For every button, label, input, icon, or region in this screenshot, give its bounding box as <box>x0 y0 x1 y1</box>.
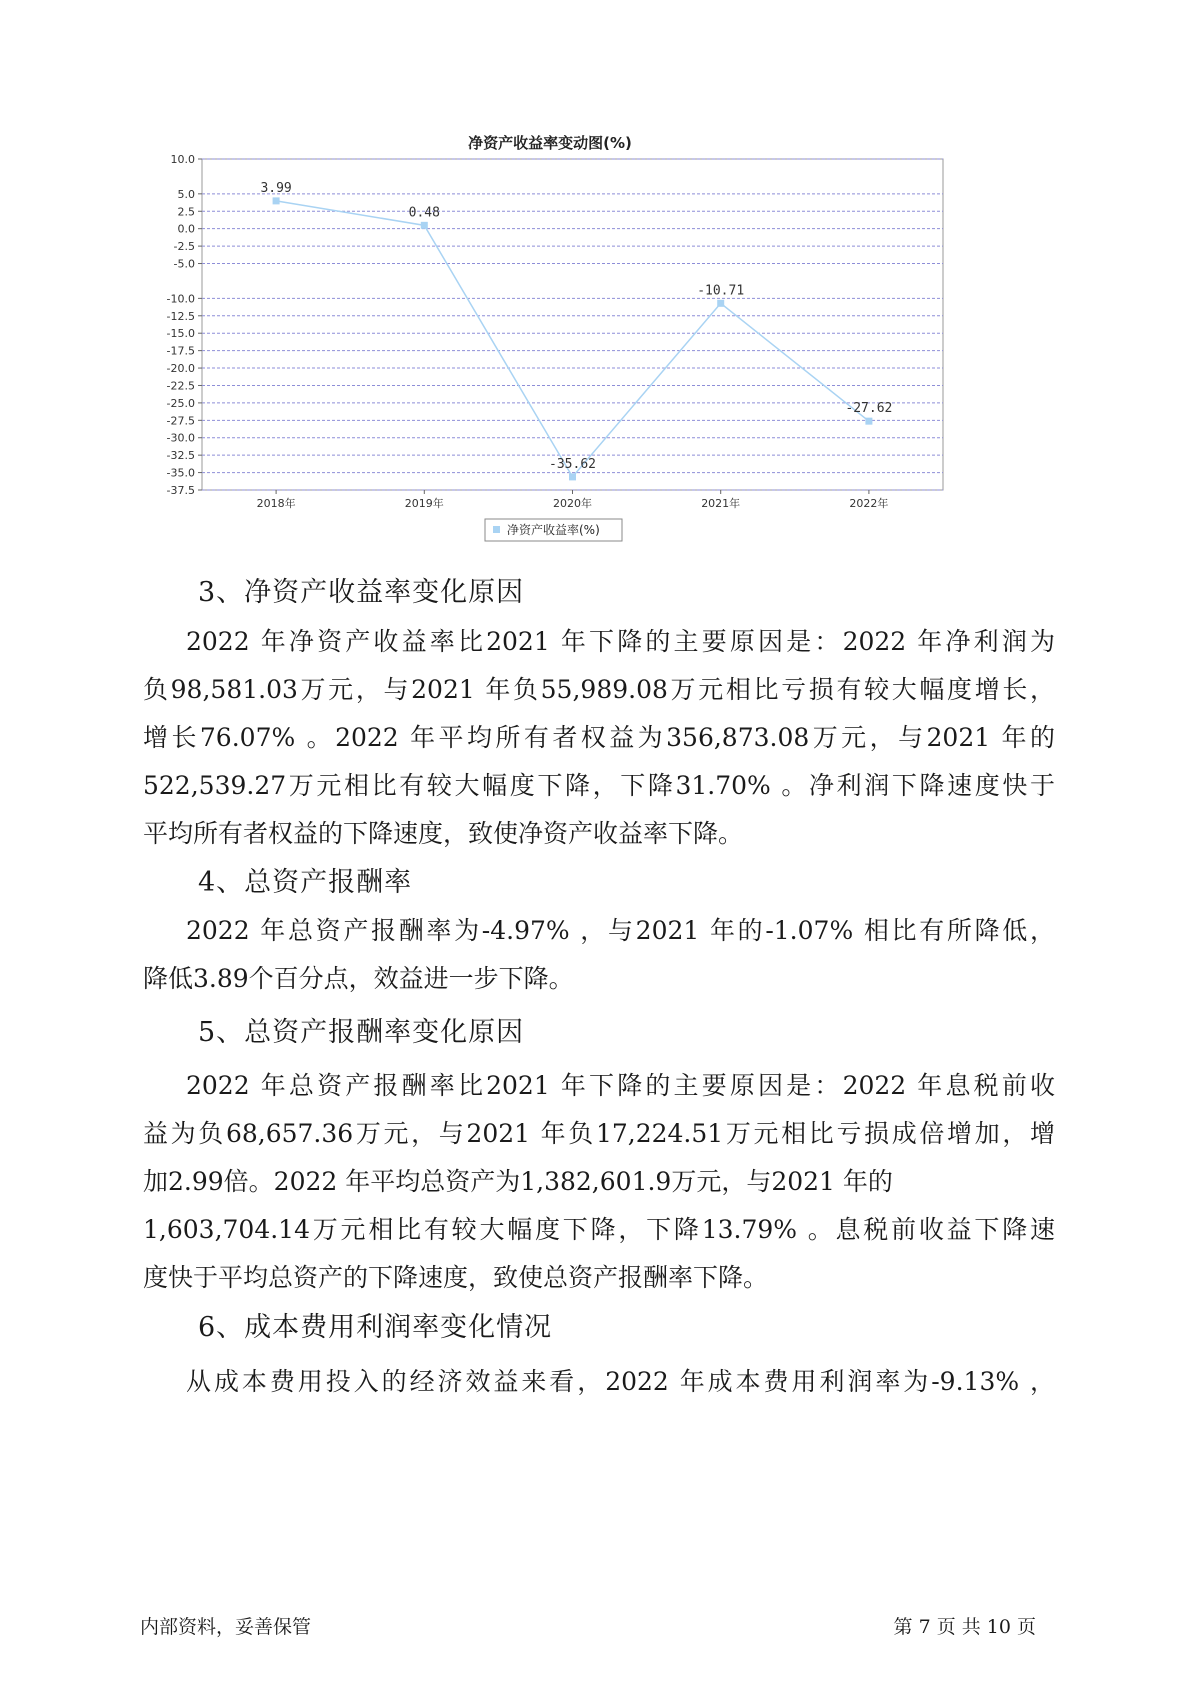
paragraph-line: 从成本费用投入的经济效益来看，2022 年成本费用利润率为-9.13% ， <box>186 1367 1055 1396</box>
data-point <box>569 473 576 480</box>
y-tick-label: -2.5 <box>173 240 195 254</box>
roe-chart <box>140 130 1040 600</box>
x-tick-label: 2021年 <box>701 497 741 510</box>
section-paragraph-5 <box>143 1062 1055 1302</box>
y-tick-label: -15.0 <box>166 327 195 341</box>
section-paragraph-3 <box>143 618 1055 858</box>
data-label: -10.71 <box>697 283 745 299</box>
paragraph-line: 增长76.07% 。2022 年平均所有者权益为356,873.08万元，与2021 年的 <box>143 723 1055 752</box>
paragraph-line: 1,603,704.14万元相比有较大幅度下降，下降13.79% 。息税前收益下降速 <box>143 1215 1055 1244</box>
y-tick-label: 5.0 <box>177 187 195 201</box>
section-paragraph-4 <box>143 907 1055 1003</box>
paragraph-line: 2022 年总资产报酬率为-4.97% ，与2021 年的-1.07% 相比有所降低， <box>186 916 1055 945</box>
data-point <box>717 300 724 307</box>
y-tick-label: -12.5 <box>166 309 195 323</box>
paragraph-line: 2022 年总资产报酬率比2021 年下降的主要原因是：2022 年息税前收 <box>186 1071 1055 1100</box>
paragraph-line: 加2.99倍。2022 年平均总资产为1,382,601.9万元，与2021 年的 <box>143 1167 893 1196</box>
x-tick-label: 2019年 <box>404 497 444 510</box>
y-tick-label: -30.0 <box>166 431 195 445</box>
paragraph-line: 522,539.27万元相比有较大幅度下降，下降31.70% 。净利润下降速度快于 <box>143 771 1055 800</box>
data-point <box>865 418 872 425</box>
section-heading-4: 4、总资产报酬率 <box>198 867 413 898</box>
plot-area <box>202 159 943 490</box>
y-tick-label: 2.5 <box>177 205 195 219</box>
data-label: 3.99 <box>260 180 292 196</box>
y-tick-label: -35.0 <box>166 466 195 480</box>
paragraph-line: 2022 年净资产收益率比2021 年下降的主要原因是：2022 年净利润为 <box>186 627 1055 656</box>
y-axis-ticks <box>167 153 202 497</box>
section-heading-3: 3、净资产收益率变化原因 <box>198 577 525 608</box>
x-tick-label: 2018年 <box>256 497 296 510</box>
legend-marker <box>493 526 500 533</box>
x-tick-label: 2022年 <box>849 497 889 510</box>
paragraph-line: 降低3.89个百分点，效益进一步下降。 <box>143 964 574 993</box>
paragraph-line: 负98,581.03万元，与2021 年负55,989.08万元相比亏损有较大幅度增长， <box>143 675 1055 704</box>
y-tick-label: -37.5 <box>166 484 195 497</box>
legend-label: 净资产收益率(%) <box>507 523 600 537</box>
y-tick-label: -32.5 <box>166 449 195 463</box>
y-tick-label: -20.0 <box>166 362 195 376</box>
section-heading-6: 6、成本费用利润率变化情况 <box>198 1312 553 1343</box>
y-tick-label: -10.0 <box>166 292 195 306</box>
paragraph-line: 益为负68,657.36万元，与2021 年负17,224.51万元相比亏损成倍增加，增 <box>143 1119 1055 1148</box>
data-label: -27.62 <box>845 401 893 417</box>
y-tick-label: -5.0 <box>173 257 195 271</box>
footer-left: 内部资料，妥善保管 <box>140 1616 312 1638</box>
data-point <box>421 222 428 229</box>
paragraph-line: 度快于平均总资产的下降速度，致使总资产报酬率下降。 <box>143 1263 769 1292</box>
data-label: -35.62 <box>549 456 596 472</box>
roe-chart-svg <box>140 130 1040 600</box>
data-point <box>273 197 280 204</box>
y-tick-label: 0.0 <box>177 222 195 236</box>
x-axis-ticks <box>257 490 889 510</box>
y-tick-label: -17.5 <box>166 344 195 358</box>
y-tick-label: 10.0 <box>170 153 195 166</box>
chart-title: 净资产收益率变动图(%) <box>468 134 632 152</box>
x-tick-label: 2020年 <box>553 497 592 510</box>
y-tick-label: -27.5 <box>166 414 195 428</box>
chart-legend <box>485 519 622 541</box>
data-label: 0.48 <box>408 205 440 221</box>
y-tick-label: -25.0 <box>166 396 195 410</box>
section-paragraph-6 <box>143 1358 1055 1406</box>
footer-page-number: 第 7 页 共 10 页 <box>893 1616 1036 1638</box>
y-tick-label: -22.5 <box>166 379 195 393</box>
section-heading-5: 5、总资产报酬率变化原因 <box>198 1017 525 1048</box>
paragraph-line: 平均所有者权益的下降速度，致使净资产收益率下降。 <box>143 819 744 848</box>
